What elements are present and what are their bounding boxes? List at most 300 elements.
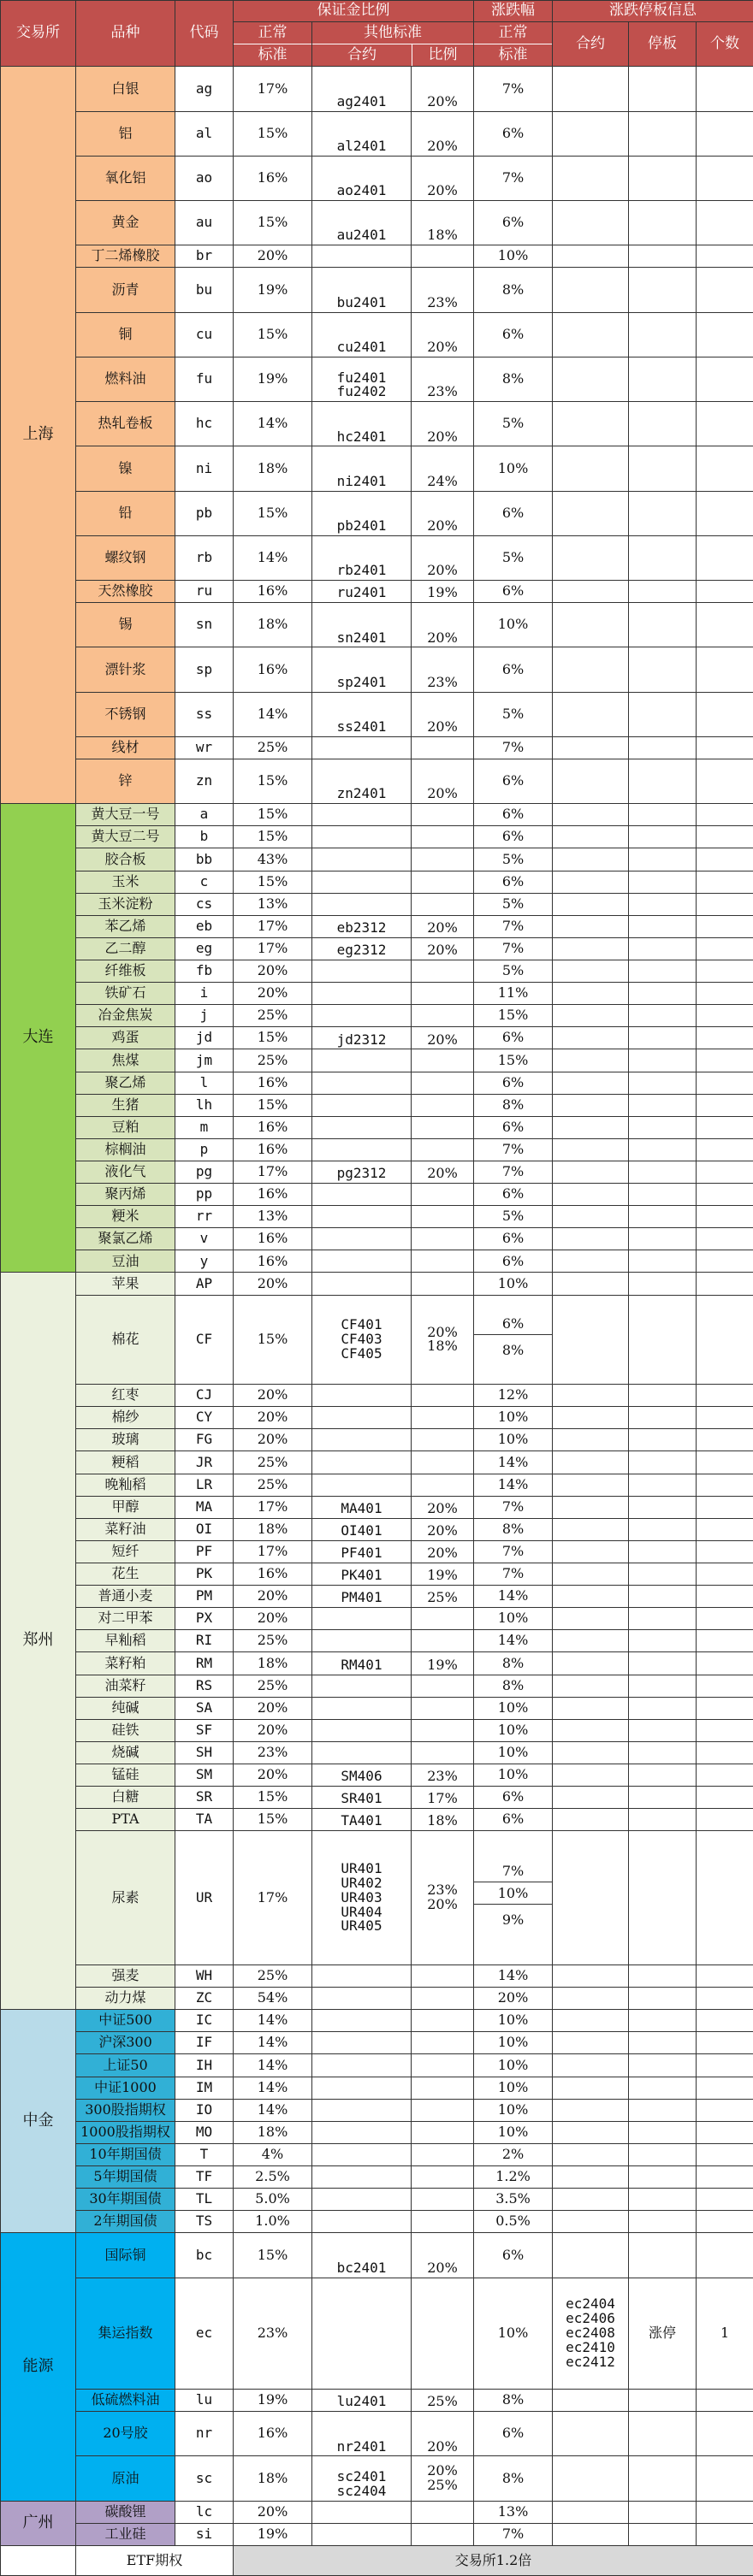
- other-ratios: [412, 1027, 474, 1049]
- margin-normal: 13%: [234, 893, 312, 915]
- variety-name: 晚籼稻: [76, 1474, 175, 1496]
- variety-code: IM: [175, 2077, 234, 2099]
- limit-normal: 10%: [474, 245, 553, 268]
- halt-count: [697, 581, 753, 603]
- table-row: [1, 1809, 753, 1831]
- variety-name: 国际铜: [76, 2233, 175, 2278]
- halt-type: [629, 402, 697, 446]
- variety-code: SM: [175, 1764, 234, 1786]
- variety-code: FG: [175, 1429, 234, 1451]
- variety-name: 中证500: [76, 2010, 175, 2032]
- other-contracts: [312, 1741, 412, 1764]
- variety-code: i: [175, 983, 234, 1005]
- limit-normal: 6%: [474, 871, 553, 893]
- halt-count: [697, 201, 753, 245]
- limit-normal: 6%: [474, 111, 553, 156]
- exchange-name-zhengzhou: 郑州: [1, 1273, 76, 2010]
- header-contract: 合约: [312, 44, 412, 66]
- margin-normal: 15%: [234, 2233, 312, 2278]
- other-ratios: [412, 2054, 474, 2077]
- other-contracts: [312, 1474, 412, 1496]
- margin-normal: 14%: [234, 402, 312, 446]
- other-contracts: [312, 357, 412, 401]
- table-row: [1, 2211, 753, 2233]
- halt-count: [697, 1831, 753, 1965]
- other-contracts: [312, 2077, 412, 2099]
- other-contract-item: UR403: [341, 1888, 382, 1905]
- halt-contracts: [553, 759, 629, 803]
- variety-code: rb: [175, 535, 234, 580]
- header-limit-normal-standard: [474, 22, 553, 67]
- table-row: [1, 446, 753, 491]
- table-row: [1, 603, 753, 647]
- margin-normal: 15%: [234, 491, 312, 535]
- halt-count: [697, 156, 753, 200]
- halt-contracts: [553, 1831, 629, 1965]
- other-ratios: [412, 2010, 474, 2032]
- table-row: [1, 1496, 753, 1518]
- limit-normal: 7%: [474, 1138, 553, 1161]
- halt-count: [697, 2412, 753, 2456]
- other-contract-item: TA401: [341, 1812, 382, 1829]
- other-contract-item: bc2401: [336, 2259, 387, 2276]
- variety-name: 白银: [76, 67, 175, 111]
- margin-normal: 16%: [234, 1072, 312, 1094]
- margin-normal: 14%: [234, 2032, 312, 2054]
- halt-count: [697, 960, 753, 982]
- limit-normal: 10%: [474, 2077, 553, 2099]
- other-ratios: [412, 357, 474, 401]
- margin-normal: 43%: [234, 848, 312, 871]
- halt-count: [697, 111, 753, 156]
- variety-name: 300股指期权: [76, 2099, 175, 2121]
- other-contracts: [312, 446, 412, 491]
- limit-normal: 6%: [474, 826, 553, 848]
- halt-count: [697, 1027, 753, 1049]
- halt-contracts: [553, 1385, 629, 1407]
- other-contracts: [312, 2412, 412, 2456]
- variety-name: 集运指数: [76, 2278, 175, 2390]
- variety-name: 生猪: [76, 1094, 175, 1116]
- table-row: [1, 2032, 753, 2054]
- halt-contracts: [553, 1719, 629, 1741]
- other-contracts: [312, 893, 412, 915]
- variety-code: TF: [175, 2165, 234, 2188]
- variety-name: 鸡蛋: [76, 1027, 175, 1049]
- halt-contracts: [553, 848, 629, 871]
- halt-count: [697, 535, 753, 580]
- table-row: [1, 1563, 753, 1585]
- halt-type: [629, 1563, 697, 1585]
- halt-type: [629, 915, 697, 937]
- other-contracts: [312, 1540, 412, 1563]
- margin-normal: 16%: [234, 1563, 312, 1585]
- variety-code: lc: [175, 2501, 234, 2523]
- margin-normal: 20%: [234, 1764, 312, 1786]
- table-row: [1, 2010, 753, 2032]
- other-ratios: [412, 2278, 474, 2390]
- other-contract-item: ag2401: [336, 92, 387, 109]
- other-ratios: [412, 1474, 474, 1496]
- variety-code: SR: [175, 1787, 234, 1809]
- halt-contracts: [553, 960, 629, 982]
- table-row: [1, 2121, 753, 2143]
- table-row: [1, 848, 753, 871]
- halt-contracts: [553, 245, 629, 268]
- halt-contracts: [553, 1228, 629, 1250]
- table-row: [1, 2077, 753, 2099]
- variety-code: TA: [175, 1809, 234, 1831]
- variety-code: hc: [175, 402, 234, 446]
- table-row: [1, 937, 753, 960]
- other-contract-item: jd2312: [336, 1031, 387, 1048]
- variety-name: 粳米: [76, 1206, 175, 1228]
- header-halt-contract: 合约: [553, 22, 629, 67]
- halt-count: [697, 1697, 753, 1719]
- halt-type: [629, 647, 697, 692]
- margin-normal: 18%: [234, 1518, 312, 1540]
- other-ratio-item: 19%: [427, 1567, 458, 1584]
- halt-contracts: [553, 1697, 629, 1719]
- table-row: [1, 1429, 753, 1451]
- limit-normal: 14%: [474, 1451, 553, 1474]
- other-contracts: [312, 1161, 412, 1183]
- other-contract-item: CF401: [341, 1316, 382, 1333]
- other-contracts: [312, 312, 412, 357]
- footer-blank: [1, 2545, 76, 2575]
- halt-type: [629, 1831, 697, 1965]
- other-contracts: [312, 937, 412, 960]
- halt-count: [697, 1407, 753, 1429]
- variety-code: UR: [175, 1831, 234, 1965]
- variety-code: SH: [175, 1741, 234, 1764]
- limit-normal: 7%: [474, 1496, 553, 1518]
- table-row: [1, 1184, 753, 1206]
- halt-contracts: [553, 2456, 629, 2501]
- other-contracts: [312, 2456, 412, 2501]
- other-contracts: [312, 1385, 412, 1407]
- limit-normal: 20%: [474, 1988, 553, 2010]
- table-row: [1, 1474, 753, 1496]
- halt-count: [697, 848, 753, 871]
- margin-normal: 20%: [234, 1273, 312, 1295]
- halt-count: [697, 1250, 753, 1273]
- variety-code: CF: [175, 1295, 234, 1384]
- limit-normal: 6%: [474, 804, 553, 826]
- other-ratio-item: 20%: [427, 919, 458, 936]
- table-row: [1, 1138, 753, 1161]
- halt-contracts: [553, 1250, 629, 1273]
- table-row: [1, 915, 753, 937]
- other-contracts: [312, 647, 412, 692]
- halt-contracts: [553, 1184, 629, 1206]
- variety-name: 聚氯乙烯: [76, 1228, 175, 1250]
- limit-normal: 6%: [474, 2233, 553, 2278]
- other-contract-item: pg2312: [336, 1165, 387, 1182]
- other-ratios: [412, 581, 474, 603]
- other-contracts: [312, 1719, 412, 1741]
- halt-type: [629, 1787, 697, 1809]
- other-contract-item: bu2401: [336, 293, 387, 310]
- variety-name: 豆粕: [76, 1116, 175, 1138]
- halt-type: [629, 1809, 697, 1831]
- halt-contracts: [553, 581, 629, 603]
- variety-code: ru: [175, 581, 234, 603]
- halt-contracts: [553, 1206, 629, 1228]
- margin-normal: 23%: [234, 1741, 312, 1764]
- variety-name: 沪深300: [76, 2032, 175, 2054]
- margin-normal: 20%: [234, 960, 312, 982]
- other-contract-item: CF403: [341, 1330, 382, 1347]
- halt-contracts: [553, 692, 629, 736]
- table-row: [1, 960, 753, 982]
- other-ratios: [412, 1787, 474, 1809]
- halt-count: [697, 647, 753, 692]
- header-limit-group: 涨跌幅: [474, 1, 553, 22]
- halt-count: [697, 2165, 753, 2188]
- table-row: [1, 2412, 753, 2456]
- variety-name: 工业硅: [76, 2523, 175, 2545]
- margin-normal: 16%: [234, 1228, 312, 1250]
- halt-type: [629, 804, 697, 826]
- halt-type: [629, 1429, 697, 1451]
- margin-normal: 16%: [234, 2412, 312, 2456]
- halt-count: [697, 2032, 753, 2054]
- variety-name: 锰硅: [76, 1764, 175, 1786]
- variety-name: 黄金: [76, 201, 175, 245]
- variety-code: ec: [175, 2278, 234, 2390]
- other-ratios: [412, 446, 474, 491]
- halt-count: [697, 1988, 753, 2010]
- variety-name: 黄大豆二号: [76, 826, 175, 848]
- margin-normal: 15%: [234, 1094, 312, 1116]
- etf-label: ETF期权: [76, 2545, 234, 2575]
- halt-contracts: [553, 1563, 629, 1585]
- halt-contracts: [553, 491, 629, 535]
- other-ratio-item: 20%: [427, 562, 458, 579]
- other-ratio-item: 23%: [427, 293, 458, 310]
- other-ratios: [412, 848, 474, 871]
- other-contracts: [312, 692, 412, 736]
- variety-code: wr: [175, 736, 234, 759]
- table-row: [1, 1608, 753, 1630]
- limit-normal: 0.5%: [474, 2211, 553, 2233]
- variety-name: 1000股指期权: [76, 2121, 175, 2143]
- variety-name: 乙二醇: [76, 937, 175, 960]
- limit-normal: 6%: [474, 1228, 553, 1250]
- other-contracts: [312, 603, 412, 647]
- table-row: [1, 2099, 753, 2121]
- halt-count: [697, 1228, 753, 1250]
- halt-type: [629, 1630, 697, 1652]
- other-ratios: [412, 1407, 474, 1429]
- margin-normal: 15%: [234, 1787, 312, 1809]
- halt-count: [697, 1563, 753, 1585]
- variety-code: SA: [175, 1697, 234, 1719]
- other-contract-item: UR404: [341, 1903, 382, 1920]
- header-halt-count: 个数: [697, 22, 753, 67]
- halt-count: [697, 2099, 753, 2121]
- halt-type: [629, 1385, 697, 1407]
- margin-normal: 25%: [234, 736, 312, 759]
- other-ratios: [412, 960, 474, 982]
- other-ratios: [412, 1250, 474, 1273]
- table-row: [1, 1206, 753, 1228]
- variety-name: 玉米淀粉: [76, 893, 175, 915]
- limit-normal: 8%: [474, 1675, 553, 1697]
- halt-contracts: [553, 603, 629, 647]
- margin-normal: 15%: [234, 1295, 312, 1384]
- halt-contracts: [553, 1630, 629, 1652]
- variety-code: IF: [175, 2032, 234, 2054]
- table-row: [1, 1451, 753, 1474]
- margin-normal: 18%: [234, 446, 312, 491]
- margin-normal: 20%: [234, 245, 312, 268]
- other-contracts: [312, 2099, 412, 2121]
- margin-normal: 25%: [234, 1964, 312, 1987]
- variety-code: v: [175, 1228, 234, 1250]
- halt-contracts: [553, 1295, 629, 1384]
- other-ratios: [412, 1675, 474, 1697]
- other-contract-item: CF405: [341, 1344, 382, 1362]
- limit-normal: 8%: [474, 268, 553, 312]
- other-ratios: [412, 156, 474, 200]
- margin-normal: 19%: [234, 268, 312, 312]
- table-row: [1, 2143, 753, 2165]
- variety-name: 铜: [76, 312, 175, 357]
- halt-count: [697, 2189, 753, 2211]
- limit-normal: 10%: [474, 1764, 553, 1786]
- variety-name: 胶合板: [76, 848, 175, 871]
- margin-normal: 17%: [234, 67, 312, 111]
- other-contracts: [312, 1094, 412, 1116]
- table-row: [1, 826, 753, 848]
- variety-name: 中证1000: [76, 2077, 175, 2099]
- table-row: [1, 1831, 753, 1965]
- other-contracts: [312, 268, 412, 312]
- other-contracts: [312, 67, 412, 111]
- limit-normal: 6%: [474, 201, 553, 245]
- other-ratios: [412, 893, 474, 915]
- other-contract-item: fu2401: [336, 369, 387, 386]
- other-ratios: [412, 826, 474, 848]
- limit-normal: 6%: [474, 1787, 553, 1809]
- halt-contracts: [553, 1072, 629, 1094]
- table-row: [1, 1072, 753, 1094]
- other-contracts: [312, 2278, 412, 2390]
- table-row: [1, 156, 753, 200]
- other-contracts: [312, 1138, 412, 1161]
- other-ratio-item: 23%: [427, 673, 458, 690]
- limit-normal: 14%: [474, 1964, 553, 1987]
- margin-normal: 2.5%: [234, 2165, 312, 2188]
- halt-type: [629, 736, 697, 759]
- halt-contracts: [553, 2099, 629, 2121]
- variety-code: y: [175, 1250, 234, 1273]
- variety-name: 天然橡胶: [76, 581, 175, 603]
- other-ratios: [412, 1072, 474, 1094]
- halt-type: [629, 1496, 697, 1518]
- margin-normal: 15%: [234, 312, 312, 357]
- halt-type: [629, 1005, 697, 1027]
- variety-code: CJ: [175, 1385, 234, 1407]
- table-row: [1, 804, 753, 826]
- other-contracts: [312, 2523, 412, 2545]
- halt-type: [629, 1116, 697, 1138]
- other-contracts: [312, 535, 412, 580]
- other-ratios: [412, 759, 474, 803]
- halt-contracts: [553, 312, 629, 357]
- limit-normal: 6%: [474, 2412, 553, 2456]
- halt-count: [697, 1719, 753, 1741]
- margin-normal: 25%: [234, 1474, 312, 1496]
- table-row: [1, 871, 753, 893]
- other-ratios: [412, 1831, 474, 1965]
- other-ratio-item: 20%: [427, 428, 458, 445]
- variety-name: 铝: [76, 111, 175, 156]
- halt-type: [629, 67, 697, 111]
- other-contracts: [312, 1072, 412, 1094]
- variety-code: ag: [175, 67, 234, 111]
- variety-name: 锡: [76, 603, 175, 647]
- halt-count: [697, 1787, 753, 1809]
- halt-contract-item: ec2408: [566, 2324, 615, 2341]
- limit-normal: 6%: [474, 312, 553, 357]
- other-contract-item: ru2401: [336, 584, 387, 601]
- table-row: [1, 736, 753, 759]
- halt-count: [697, 1385, 753, 1407]
- halt-count: [697, 2233, 753, 2278]
- variety-name: 20号胶: [76, 2412, 175, 2456]
- halt-count: [697, 692, 753, 736]
- halt-contracts: [553, 804, 629, 826]
- other-contract-item: PM401: [341, 1589, 382, 1606]
- variety-name: 焦煤: [76, 1049, 175, 1072]
- table-row: [1, 1675, 753, 1697]
- other-contracts: [312, 2143, 412, 2165]
- limit-normal: 10%: [474, 603, 553, 647]
- other-ratios: [412, 1451, 474, 1474]
- table-row: [1, 1741, 753, 1764]
- other-ratios: [412, 647, 474, 692]
- other-ratios: [412, 736, 474, 759]
- other-ratios: [412, 2233, 474, 2278]
- header-normal: 正常: [234, 22, 311, 44]
- halt-contracts: [553, 2010, 629, 2032]
- other-ratio-item: 20%: [427, 182, 458, 199]
- other-ratio-item: 25%: [427, 2393, 458, 2410]
- table-row: [1, 402, 753, 446]
- limit-normal: 5%: [474, 692, 553, 736]
- halt-count: [697, 759, 753, 803]
- margin-normal: 16%: [234, 647, 312, 692]
- variety-name: 苹果: [76, 1273, 175, 1295]
- halt-count: [697, 871, 753, 893]
- halt-type: [629, 1049, 697, 1072]
- halt-contracts: [553, 156, 629, 200]
- other-ratios: [412, 603, 474, 647]
- halt-contracts: [553, 1094, 629, 1116]
- other-contracts: [312, 1809, 412, 1831]
- table-row: [1, 1586, 753, 1608]
- limit-normal: 5%: [474, 1206, 553, 1228]
- table-row: [1, 1764, 753, 1786]
- table-row: [1, 2233, 753, 2278]
- other-ratio-item: 20%: [427, 1896, 458, 1913]
- table-row: [1, 1652, 753, 1675]
- halt-type: [629, 1652, 697, 1675]
- halt-count: [697, 1964, 753, 1987]
